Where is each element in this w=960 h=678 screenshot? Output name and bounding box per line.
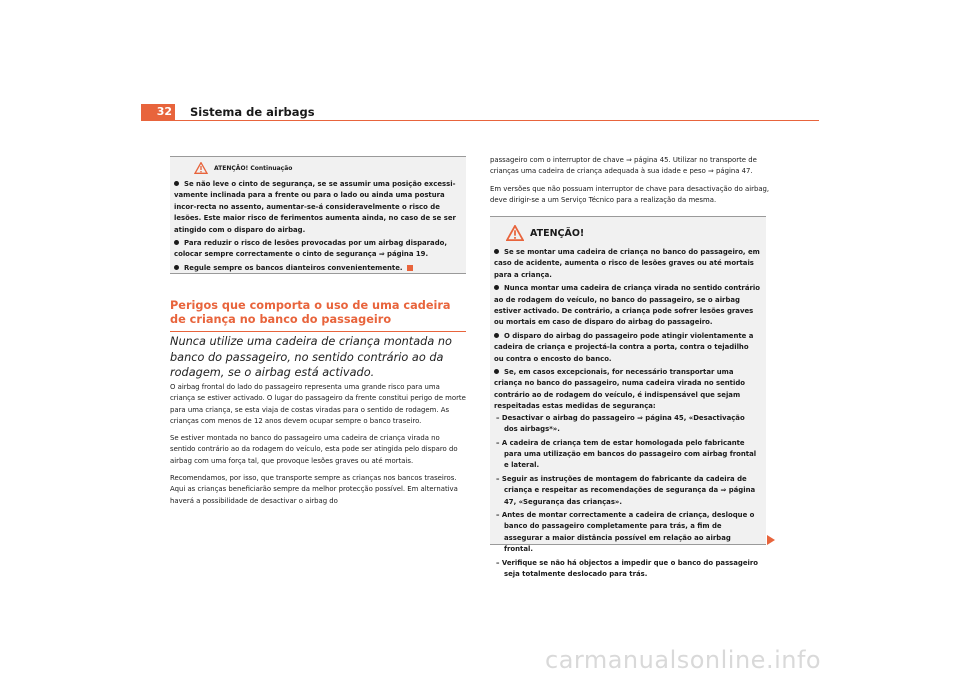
paragraph: O airbag frontal do lado do passageiro representa uma grande risco para uma criança se estiver activado. O lugar do passageiro da frente constitui perigo de morte para uma criança, se esta viaja de costas viradas para o sentido de rodagem. As crianças com menos de 12 anos devem ocupar sempre o banco traseiro. bbox=[170, 383, 466, 425]
warning-bullet: Nunca montar uma cadeira de criança virada no sentido contrário ao de rodagem do veículo, no banco do passageiro, se o airbag estiver activado. De contrário, a criança pode sofrer lesões graves ou mortais em caso de disparo do airbag do passageiro. bbox=[494, 284, 760, 327]
warning-bullet: Regule sempre os bancos dianteiros convenientemente. bbox=[174, 263, 462, 274]
warning-bullet: Se, em casos excepcionais, for necessário transportar uma criança no banco do passageiro, numa cadeira virada no sentido contrário ao de rodagem do veículo, é indispensável que sejam respeitadas estas medidas de segurança: – Desactivar o airbag do passageiro ⇒ página 45, «Desactivação dos airbags*». – A cadeira de criança tem de estar homologada pelo fabricante para uma utilização em bancos do passageiro com airbag frontal e lateral. – Seguir as instruções de montagem do fabricante da cadeira de criança e respeitar as recomendações de segurança da ⇒ página 47, «Segurança das crianças». – Antes de montar correctamente a cadeira de criança, desloque o banco do passageiro completamente para trás, a fim de assegurar a maior distância possível em relação ao airbag frontal. – Verifique se não há objectos a impedir que o banco do passageiro seja totalmente deslocado para trás. bbox=[494, 367, 760, 580]
watermark: carmanualsonline.info bbox=[545, 646, 822, 674]
warning-triangle-icon bbox=[506, 225, 524, 241]
paragraph: passageiro com o interruptor de chave ⇒ página 45. Utilizar no transporte de crianças uma cadeira de criança adequada à sua idade e peso ⇒ página 47. bbox=[490, 156, 757, 176]
left-body-text bbox=[170, 382, 466, 513]
warning-heading-label: ATENÇÃO! bbox=[530, 227, 585, 239]
bullet-icon bbox=[494, 285, 499, 290]
warning-subitem: – Antes de montar correctamente a cadeira de criança, desloque o banco do passageiro completamente para trás, a fim de assegurar a maior distância possível em relação ao airbag frontal. bbox=[496, 510, 755, 554]
warning-heading bbox=[194, 162, 466, 174]
warning-subitem: – A cadeira de criança tem de estar homologada pelo fabricante para uma utilização em bancos do passageiro com airbag frontal e lateral. bbox=[496, 438, 757, 470]
warning-heading-label: ATENÇÃO! Continuação bbox=[214, 164, 293, 172]
paragraph: Se estiver montada no banco do passageiro uma cadeira de criança virada no sentido contrário ao da rodagem do veículo, esta pode ser atingida pelo disparo do airbag com uma força tal, que provoque lesões graves ou até mortais. bbox=[170, 434, 458, 465]
bullet-icon bbox=[494, 249, 499, 254]
warning-box-continued bbox=[170, 156, 466, 274]
bullet-icon bbox=[494, 369, 499, 374]
paragraph: Em versões que não possuam interruptor de chave para desactivação do airbag, deve dirigir-se a um Serviço Técnico para a realização da mesma. bbox=[490, 184, 770, 204]
warning-bullet: Para reduzir o risco de lesões provocadas por um airbag disparado, colocar sempre correctamente o cinto de segurança ⇒ página 19. bbox=[174, 239, 447, 259]
warning-box bbox=[490, 216, 766, 578]
warning-bullet-list bbox=[174, 179, 462, 274]
section-heading: Perigos que comporta o uso de uma cadeira de criança no banco do passageiro bbox=[170, 299, 466, 332]
page-number: 32 bbox=[141, 104, 175, 120]
warning-subitem: – Verifique se não há objectos a impedir que o banco do passageiro seja totalmente deslocado para trás. bbox=[496, 558, 759, 578]
bullet-icon bbox=[174, 240, 179, 245]
bullet-icon bbox=[174, 181, 179, 186]
warning-subitem: – Seguir as instruções de montagem do fabricante da cadeira de criança e respeitar as recomendações de segurança da ⇒ página 47, «Segurança das crianças». bbox=[496, 474, 756, 506]
warning-triangle-icon bbox=[194, 162, 208, 174]
warning-heading bbox=[506, 225, 766, 241]
section-end-icon bbox=[407, 265, 413, 271]
warning-bullet: Se não leve o cinto de segurança, se se assumir uma posição excessi-vamente inclinada para a frente ou para o lado ou ainda uma postura incor-recta no assento, aumentar-se-á consideravelmente o risco de lesões. Este maior risco de ferimentos aumenta ainda, no caso de se ser atingido com o disparo do airbag. bbox=[174, 180, 456, 234]
section-intro: Nunca utilize uma cadeira de criança montada no banco do passageiro, no sentido contrário ao da rodagem, se o airbag está activado. bbox=[170, 335, 452, 379]
page-title: Sistema de airbags bbox=[190, 105, 315, 119]
warning-subitem: – Desactivar o airbag do passageiro ⇒ página 45, «Desactivação dos airbags*». bbox=[496, 413, 745, 434]
warning-bullet: O disparo do airbag do passageiro pode atingir violentamente a cadeira de criança e projectá-la contra a porta, contra o tejadilho ou contra o encosto do banco. bbox=[494, 331, 754, 363]
bullet-icon bbox=[494, 333, 499, 338]
bullet-icon bbox=[174, 265, 179, 270]
right-body-text bbox=[490, 155, 770, 212]
header-divider bbox=[141, 120, 819, 121]
warning-bullet-list bbox=[494, 247, 760, 580]
paragraph: Recomendamos, por isso, que transporte sempre as crianças nos bancos traseiros. Aqui as crianças beneficiarão sempre da melhor protecção possível. Em alternativa haverá a possibilidade de desactivar o airbag do bbox=[170, 474, 458, 505]
continue-arrow-icon bbox=[767, 535, 775, 545]
warning-bullet: Se se montar uma cadeira de criança no banco do passageiro, em caso de acidente, aumenta o risco de lesões graves ou até mortais para a criança. bbox=[494, 248, 760, 279]
